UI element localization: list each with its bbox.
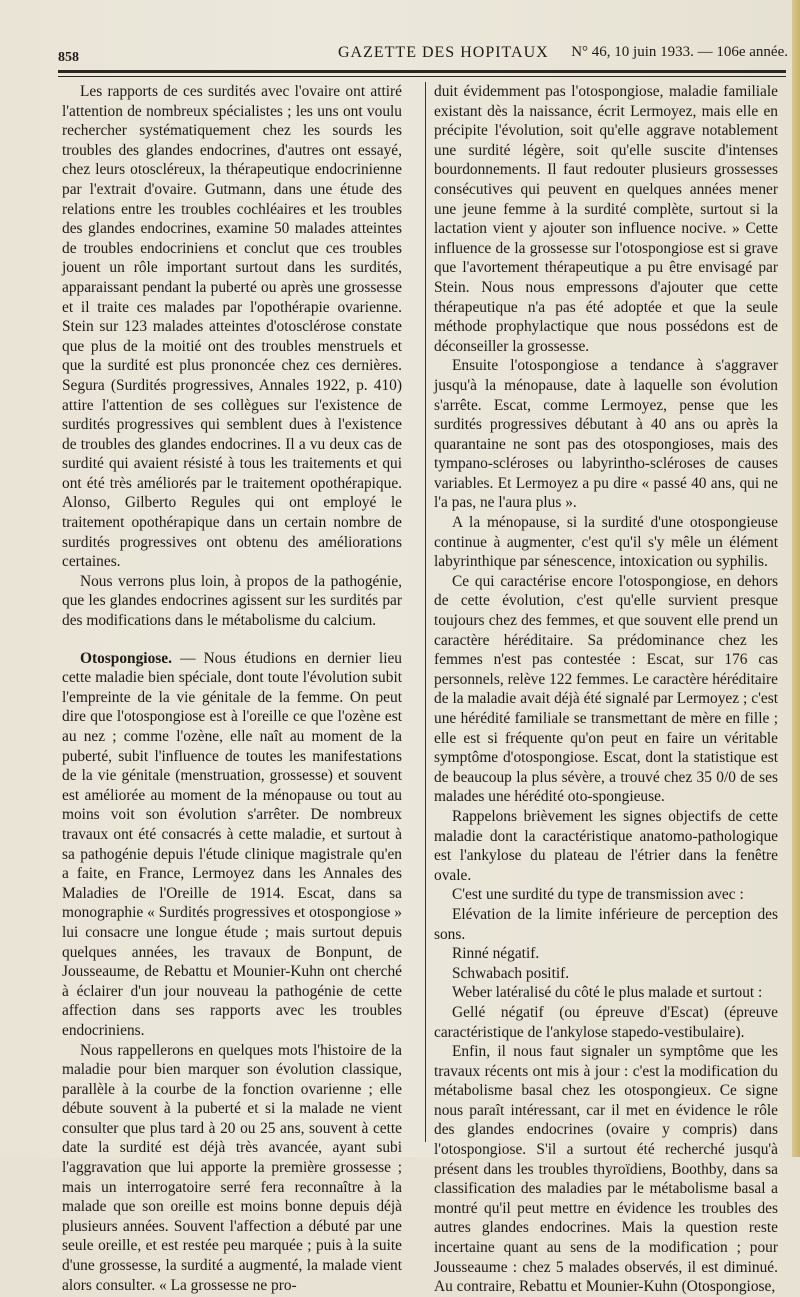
paragraph: Enfin, il nous faut signaler un symptôme que les travaux récents ont mis à jour : c'est la modification du métabolisme basal chez les otospongieux. Ce signe nous paraît intéressant, car il met en évidence le rôle des glandes endocrines (ovaire y compris) dans l'otospongiose. S'il a surtout été recherché jusqu'à présent dans les troubles thyroïdiens, Boothby, dans sa classification des maladies par le métabolisme basal a montré qu'il peut mettre en évidence les troubles des autres glandes endocrines. Mais la question reste incertaine quant au sens de la modification ; pour Jousseaume : chez 5 malades observés, il est diminué. Au contraire, Rebattu et Mounier-Kuhn (Otospongiose, bbox=[434, 1043, 778, 1296]
paragraph: Les rapports de ces surdités avec l'ovaire ont attiré l'attention de nombreux spécialistes ; les uns ont voulu rechercher systématiquement chez les sourds les troubles des glandes endocrines, d'autres ont essayé, chez leurs otoscléreux, la thérapeutique endocrinienne par l'extrait d'ovaire. Gutmann, dans une étude des relations entre les troubles cochléaires et les troubles des glandes endocrines, examine 50 malades atteintes de troubles endocriniens et conclut que ces troubles jouent un rôle important surtout dans les surdités, apparaissant pendant la puberté ou après une grossesse et il traite ces malades par l'opothérapie ovarienne. Stein sur 123 malades atteintes d'otosclérose constate que plus de la moitié ont des troubles menstruels et que la surdité est plus prononcée chez ces dernières. Segura (Surdités progressives, Annales 1922, p. 410) attire l'attention de ses collègues sur l'existence de surdités progressives qui semblent dues à l'existence de troubles des glandes endocrines. Il a vu deux cas de surdité qui avaient résisté à tous les traitements et qui ont été très améliorés par le traitement opothérapique. Alonso, Gilberto Regules qui ont employé le traitement opothérapique dans un certain nombre de surdités progressives ont obtenu des améliorations certaines. bbox=[62, 83, 402, 571]
paragraph: Gellé négatif (ou épreuve d'Escat) (épreuve caractéristique de l'ankylose stapedo-vestibulaire). bbox=[434, 1003, 778, 1041]
paragraph: Ensuite l'otospongiose a tendance à s'aggraver jusqu'à la ménopause, date à laquelle son évolution s'arrête. Escat, comme Lermoyez, pense que les surdités progressives débutant à 40 ans ou après la quarantaine ne sont pas des otospongioses, mais des tympano-scléroses ou labyrintho-scléroses de causes variables. Et Lermoyez a pu dire « passé 40 ans, qui ne l'a pas, ne l'aura plus ». bbox=[434, 357, 778, 512]
paragraph: Schwabach positif. bbox=[452, 964, 570, 982]
paragraph: duit évidemment pas l'otospongiose, maladie familiale existant dès la naissance, écrit Lermoyez, mais elle en précipite l'évolution, soit qu'elle aggrave notablement une surdité légère, soit qu'elle suscite d'intenses bourdonnements. Il faut redouter plusieurs grossesses consécutives qui peuvent en quelques années mener une jeune femme à la surdité complète, surtout si la lactation vient y ajouter son influence nocive. » Cette influence de la grossesse sur l'otospongiose est si grave que l'avortement thérapeutique a pu être envisagé par Stein. Nous nous empressons d'ajouter que cette thérapeutique n'a pas été adoptée et que la seule méthode prophylactique que nous possédons est de déconseiller la grossesse. bbox=[434, 83, 778, 355]
header-rule bbox=[58, 70, 786, 73]
paragraph: Nous verrons plus loin, à propos de la pathogénie, que les glandes endocrines agissent sur les surdités par des modifications dans le métabolisme du calcium. bbox=[62, 572, 402, 630]
column-divider bbox=[425, 82, 426, 1142]
issue-info: N° 46, 10 juin 1933. — 106e année. bbox=[571, 44, 788, 60]
page-edge bbox=[792, 0, 800, 1157]
paragraph: Ce qui caractérise encore l'otospongiose, en dehors de cette évolution, c'est qu'elle survient presque toujours chez des femmes, et que souvent elle prend un caractère héréditaire. Sa prédominance chez les femmes n'est pas contestée : Escat, sur 176 cas personnels, relève 122 femmes. Le caractère héréditaire de la maladie avait déjà été signalé par Lermoyez ; c'est une hérédité familiale se transmettant de mère en fille ; elle est si fréquente qu'on peut en faire un véritable symptôme d'otospongiose. Escat, dont la statistique est de beaucoup la plus sévère, a trouvé chez 35 0/0 de ses malades une hérédité oto-spongieuse. bbox=[434, 572, 778, 806]
paragraph: Rappelons brièvement les signes objectifs de cette maladie dont la caractéristique anatomo-pathologique est l'ankylose du plateau de l'étrier dans la fenêtre ovale. bbox=[434, 807, 778, 884]
header-rule-thin bbox=[58, 76, 786, 77]
left-column bbox=[62, 82, 402, 1294]
paragraph: Weber latéralisé du côté le plus malade et surtout : bbox=[452, 984, 763, 1002]
journal-title: GAZETTE DES HOPITAUX bbox=[338, 44, 549, 61]
page-header bbox=[58, 36, 788, 66]
paragraph-text: — Nous étudions en dernier lieu cette maladie bien spéciale, dont toute l'évolution subit l'empreinte de la vie génitale de la femme. On peut dire que l'otospongiose est à l'oreille ce que l'ozène est au nez ; comme l'ozène, elle naît au moment de la puberté, subit l'influence de toutes les manifestations de la vie génitale (menstruation, grossesse) et souvent est améliorée au moment de la ménopause ou tout au moins voit son évolution s'arrêter. De nombreux travaux ont été consacrés à cette maladie, et surtout à sa pathogénie depuis l'étude clinique magistrale qu'en a faite, en France, Lermoyez dans les Annales des Maladies de l'Oreille de 1914. Escat, dans sa monographie « Surdités progressives et otospongiose » lui consacre une longue étude ; mais surtout depuis quelques années, les travaux de Bonpunt, de Jousseaume, de Rebattu et Mounier-Kuhn ont cherché à éclairer d'un jour nouveau la pathogénie de cette affection dans ses rapports avec les troubles endocriniens. bbox=[62, 649, 402, 1039]
paragraph: C'est une surdité du type de transmission avec : bbox=[452, 886, 744, 904]
page-number: 858 bbox=[58, 50, 79, 65]
section-heading: Otospongiose. bbox=[80, 649, 172, 667]
right-column bbox=[434, 82, 778, 1296]
paragraph: Nous rappellerons en quelques mots l'histoire de la maladie pour bien marquer son évolution classique, parallèle à la courbe de la fonction ovarienne ; elle débute souvent à la puberté et si la malade ne vient consulter que plus tard à 20 ou 25 ans, souvent à cette date la surdité est déjà très avancée, ayant subi l'aggravation que lui apporte la première grossesse ; mais un interrogatoire serré fera reconnaître à la malade que son oreille est moins bonne depuis déjà plusieurs années. Souvent l'affection a débuté par une seule oreille, et est restée peu marquée ; puis à la suite d'une grossesse, la surdité a augmenté, la malade vient alors consulter. « La grossesse ne pro- bbox=[62, 1041, 402, 1294]
paragraph-otospongiose bbox=[62, 649, 402, 1041]
paragraph: Elévation de la limite inférieure de perception des sons. bbox=[434, 905, 778, 943]
paragraph: Rinné négatif. bbox=[452, 945, 540, 963]
paragraph: A la ménopause, si la surdité d'une otospongieuse continue à augmenter, c'est qu'il s'y mêle un élément labyrinthique par sénescence, intoxication ou syphilis. bbox=[434, 514, 778, 571]
